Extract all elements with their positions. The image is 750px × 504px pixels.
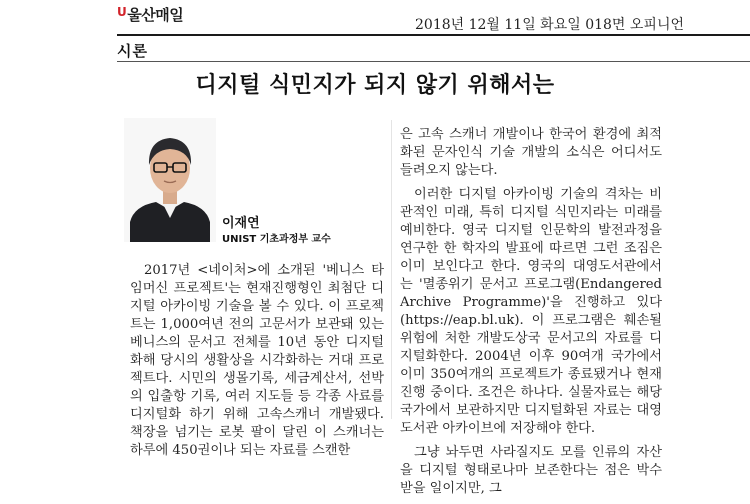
newspaper-logo[interactable]: [117, 4, 183, 25]
logo-text: 울산매일: [127, 6, 184, 24]
author-title: UNIST 기초과정부 교수: [222, 234, 331, 245]
column-divider: [391, 120, 392, 419]
paragraph: 그냥 놔두면 사라질지도 모를 인류의 자산을 디지털 형태로나마 보존한다는 점은 박수 받을 일이지만, 그: [400, 445, 662, 496]
masthead-rule: [117, 34, 750, 36]
dateline: 2018년 12월 11일 화요일 018면 오피니언: [415, 17, 684, 33]
paragraph: 은 고속 스캐너 개발이나 한국어 환경에 최적화된 문자인식 기술 개발의 소식은 어디서도 들려오지 않는다.: [400, 127, 662, 178]
article-headline: 디지털 식민지가 되지 않기 위해서는: [195, 73, 555, 98]
logo-mark: U: [117, 5, 127, 19]
section-label: 시론: [117, 42, 148, 60]
author-name: 이재연: [222, 216, 260, 231]
article-column-right: [400, 126, 662, 504]
section-rule: [117, 61, 750, 62]
author-photo: [124, 118, 216, 242]
paragraph: 이러한 디지털 아카이빙 기술의 격차는 비관적인 미래, 특히 디지털 식민지라는 미래를 예비한다. 영국 디지털 인문학의 발전과정을 연구한 한 학자의 발표에 따르면 그런 조짐은 이미 보인다고 한다. 영국의 대영도서관에서는 '멸종위기 문서고 프로그램(Endangered Archive Programme)'을 진행하고 있다(https://eap.bl.uk). 이 프로그램은 훼손될 위험에 처한 개발도상국 문서고의 자료를 디지털화한다. 2004년 이후 90여개 국가에서 이미 350여개의 프로젝트가 종료됐거나 현재 진행 중이다. 조건은 하나다. 실물자료는 해당국가에서 보관하지만 디지털화된 자료는 대영 도서관 아카이브에 저장해야 한다.: [400, 187, 662, 436]
masthead: [0, 0, 750, 34]
article-column-left: [130, 262, 384, 466]
paragraph: 2017년 <네이처>에 소개된 '베니스 타임머신 프로젝트'는 현재진행형인 최첨단 디지털 아카이빙 기술을 볼 수 있다. 이 프로젝트는 1,000여년 전의 고문서가 보관돼 있는 베니스의 문서고 전체를 10년 동안 디지털화해 당시의 생활상을 시각화하는 거대 프로젝트다. 시민의 생몰기록, 세금계산서, 선박의 입출항 기록, 여러 지도들 등 각종 사료를 디지털화 하기 위해 고속스캐너 개발됐다. 책장을 넘기는 로봇 팔이 달린 이 스캐너는 하루에 450권이나 되는 자료를 스캔한: [130, 263, 384, 458]
author-portrait-icon: [124, 118, 216, 242]
